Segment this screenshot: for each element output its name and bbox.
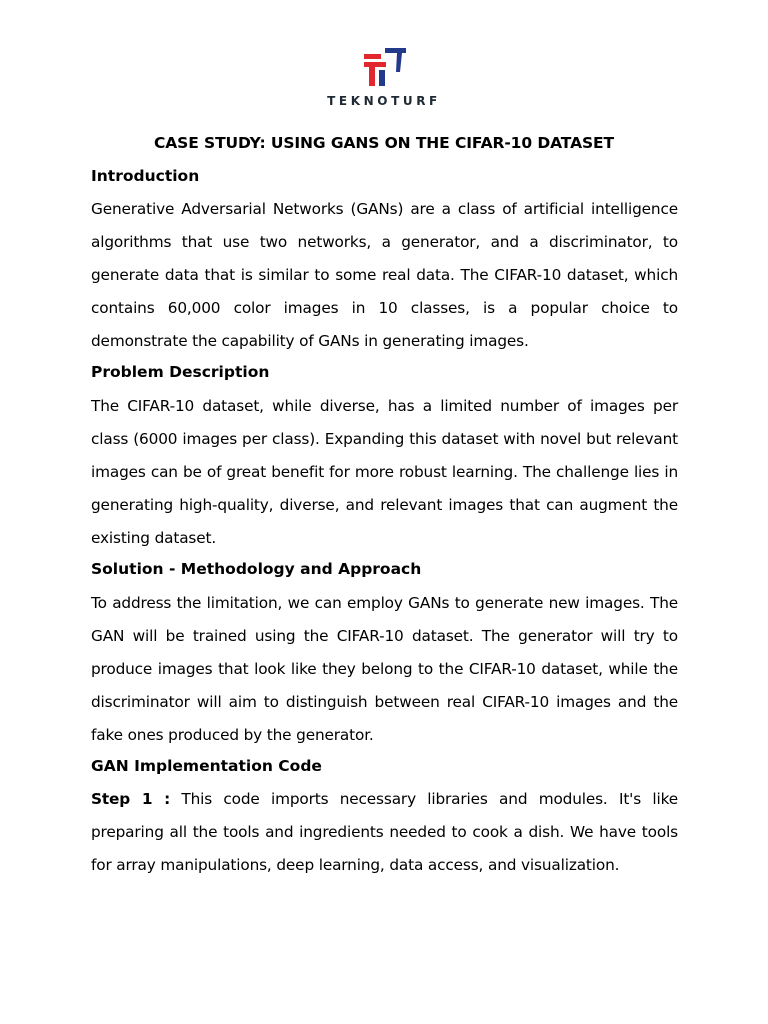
section-heading-implementation: GAN Implementation Code [91, 757, 322, 775]
section-heading-solution: Solution - Methodology and Approach [91, 560, 422, 578]
section-heading-introduction: Introduction [91, 167, 200, 185]
section-heading-problem: Problem Description [91, 363, 270, 381]
teknoturf-logo-icon [364, 48, 406, 86]
section-text-solution: To address the limitation, we can employ GANs to generate new images. The GAN will be trained using the CIFAR-10 dataset. The generator will try to produce images that look like they belong to the CIFAR-10 dataset, while the discriminator will aim to distinguish between real CIFAR-10 images and the fake ones produced by the generator. [91, 594, 678, 744]
step-1-text: This code imports necessary libraries and modules. It's like preparing all the tools and ingredients needed to cook a dish. We have tools for array manipulations, deep learning, data access, and visualization. [91, 790, 678, 874]
logo-wordmark: TEKNOTURF [327, 94, 441, 108]
section-text-introduction: Generative Adversarial Networks (GANs) are a class of artificial intelligence algorithms that use two networks, a generator, and a discriminator, to generate data that is similar to some real data. The CIFAR-10 dataset, which contains 60,000 color images in 10 classes, is a popular choice to demonstrate the capability of GANs in generating images. [91, 200, 678, 350]
company-logo [320, 48, 448, 112]
step-1-paragraph [91, 783, 678, 882]
step-1-label: Step 1 : [91, 790, 171, 808]
section-text-problem: The CIFAR-10 dataset, while diverse, has a limited number of images per class (6000 images per class). Expanding this dataset with novel but relevant images can be of great benefit for more robust learning. The challenge lies in generating high-quality, diverse, and relevant images that can augment the existing dataset. [91, 397, 678, 547]
document-title: CASE STUDY: USING GANS ON THE CIFAR-10 DATASET [153, 134, 614, 152]
